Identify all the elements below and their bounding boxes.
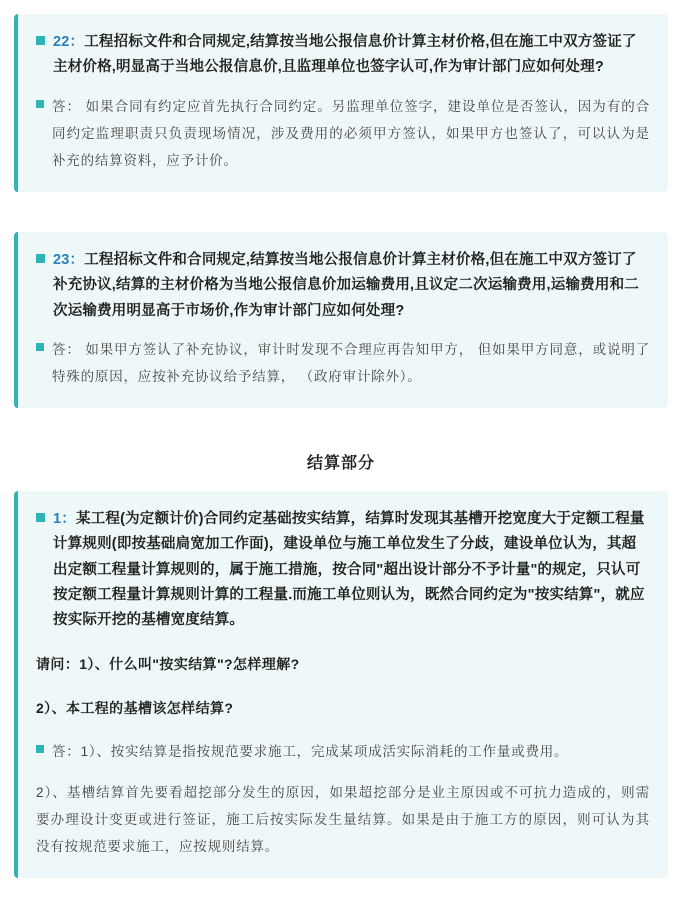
question-number: 23：: [53, 251, 85, 268]
question-number: 1：: [53, 510, 76, 527]
document-page: [0, 14, 682, 878]
question-body: 某工程(为定额计价)合同约定基础按实结算，结算时发现其基槽开挖宽度大于定额工程量计算规则(即按基础扃宽加工作面)，建设单位与施工单位发生了分歧，建设单位认为，其超出定额工程量计算规则的，属于施工措施，按合同"超出设计部分不予计量"的规定，只认可按定额工程量计算规则计算的工程量.而施工单位则认为，既然合同约定为"按实结算"，就应按实际开挖的基槽宽度结算。: [53, 510, 645, 629]
sub-question-2: 2）、本工程的基槽该怎样结算?: [36, 699, 234, 716]
square-bullet-icon: [36, 100, 44, 108]
question-text: [53, 30, 650, 81]
question-text: [53, 248, 650, 324]
qa-card-23: [14, 232, 668, 408]
question-body: 工程招标文件和合同规定,结算按当地公报信息价计算主材价格,但在施工中双方签证了主材价格,明显高于当地公报信息价,且监理单位也签字认可,作为审计部门应如何处理?: [53, 34, 637, 76]
square-bullet-icon: [36, 36, 45, 45]
question-body: 工程招标文件和合同规定,结算按当地公报信息价计算主材价格,但在施工中双方签订了补充协议,结算的主材价格为当地公报信息价加运输费用,且议定二次运输费用,运输费用和二次运输费用明显高于市场价,作为审计部门应如何处理?: [53, 251, 639, 319]
question-line: [36, 507, 650, 634]
section-title: 结算部分: [306, 454, 375, 472]
square-bullet-icon: [36, 513, 45, 522]
question-number: 22：: [53, 34, 85, 50]
answer-line: [36, 336, 650, 390]
square-bullet-icon: [36, 254, 45, 263]
question-line: [36, 30, 650, 81]
answer-line: [36, 738, 650, 765]
answer-text: 答： 如果合同有约定应首先执行合同约定。另监理单位签字，建设单位是否签认，因为有的合同约定监理职责只负责现场情况，涉及费用的必须甲方签认，如果甲方也签认了，可以认为是补充的结算资料，应予计价。: [52, 98, 650, 168]
answer-text: 答： 如果甲方签认了补充协议，审计时发现不合理应再告知甲方， 但如果甲方同意，或说明了特殊的原因，应按补充协议给予结算， （政府审计除外）。: [52, 341, 650, 384]
square-bullet-icon: [36, 343, 44, 351]
square-bullet-icon: [36, 745, 44, 753]
card-spacer: [0, 192, 682, 218]
answer-line: [36, 93, 650, 174]
answer-text-1: 答：1）、按实结算是指按规范要求施工，完成某项成活实际消耗的工作量或费用。: [52, 743, 569, 759]
question-line: [36, 248, 650, 324]
sub-question-1: 请问：1）、什么叫"按实结算"?怎样理解?: [36, 655, 300, 672]
question-text: [53, 507, 650, 634]
answer-text-2: 2）、基槽结算首先要看超挖部分发生的原因，如果超挖部分是业主原因或不可抗力造成的，则需要办理设计变更或进行签证，施工后按实际发生量结算。如果是由于施工方的原因，则可认为其没有按规范要求施工，应按规则结算。: [36, 784, 650, 854]
qa-card-1: [14, 491, 668, 878]
qa-card-22: [14, 14, 668, 192]
